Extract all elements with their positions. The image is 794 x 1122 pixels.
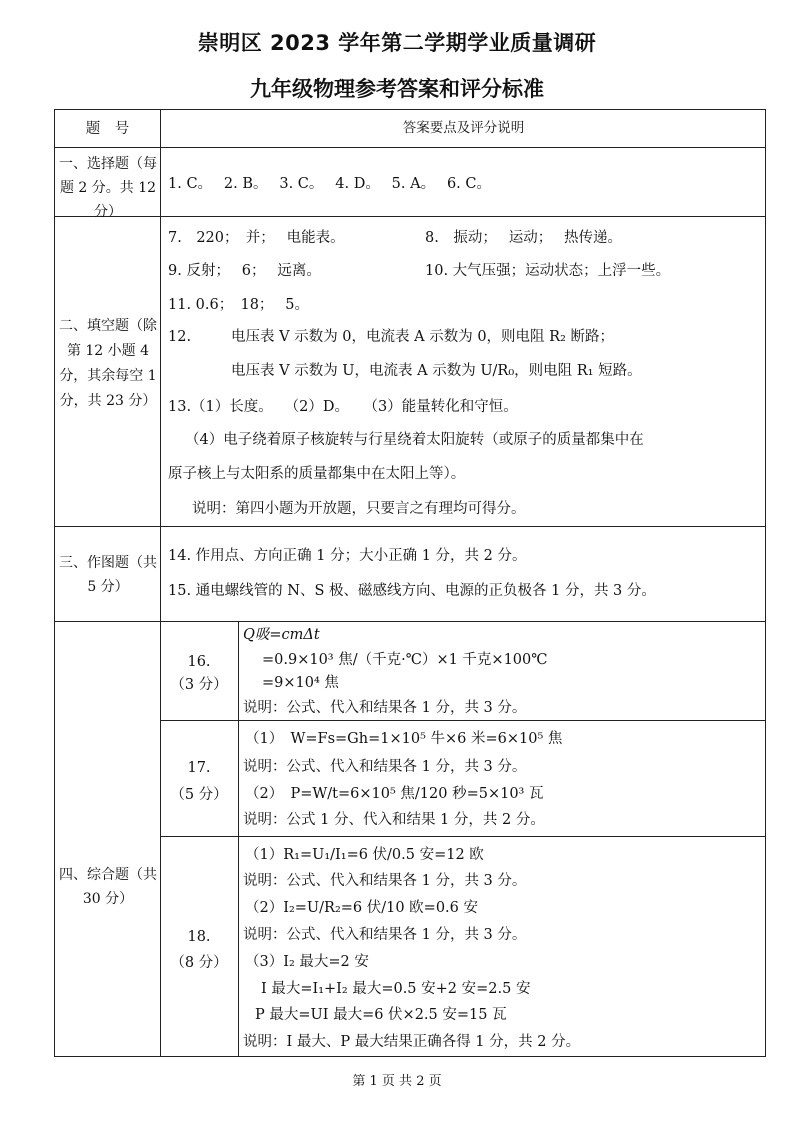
document-subtitle: 九年级物理参考答案和评分标准	[250, 77, 544, 101]
answer-line: 12.	[168, 329, 192, 345]
answer-line: 13.（1）长度。 （2）D。 （3）能量转化和守恒。	[168, 399, 518, 415]
row-divider	[55, 147, 765, 148]
formula-line: =0.9×10³ 焦/（千克·℃）×1 千克×100℃	[262, 652, 548, 668]
row-divider	[160, 836, 765, 837]
answer-table	[54, 109, 766, 1057]
formula-line: Q吸=cmΔt	[243, 627, 320, 643]
answer-line: 10. 大气压强；运动状态；上浮一些。	[425, 263, 671, 279]
answer-line: 9. 反射； 6； 远离。	[168, 263, 321, 279]
question-number-18: 18.	[187, 929, 211, 945]
row-divider	[55, 621, 765, 622]
answer-line: 电压表 V 示数为 0，电流表 A 示数为 0，则电阻 R₂ 断路；	[231, 329, 614, 345]
formula-line: （2） P=W/t=6×10⁵ 焦/120 秒=5×10³ 瓦	[245, 786, 544, 802]
section-label-fill-blank: 二、填空题（除第 12 小题 4 分，其余每空 1 分，共 23 分）	[59, 318, 157, 409]
question-number-17: 17.	[187, 760, 211, 776]
row-divider	[55, 526, 765, 527]
answer-line: （4）电子绕着原子核旋转与行星绕着太阳旋转（或原子的质量都集中在	[185, 432, 644, 448]
formula-line: （1）R₁=U₁/I₁=6 伏/0.5 安=12 欧	[245, 847, 484, 863]
answer-line: 电压表 V 示数为 U，电流表 A 示数为 U/R₀，则电阻 R₁ 短路。	[231, 363, 642, 379]
formula-line: （2）I₂=U/R₂=6 伏/10 欧=0.6 安	[245, 900, 478, 916]
row-divider	[55, 216, 765, 217]
answer-note: 说明：I 最大、P 最大结果正确各得 1 分，共 2 分。	[243, 1034, 581, 1050]
section-label-drawing: 三、作图题（共 5 分）	[59, 555, 157, 595]
answer-note: 说明：公式 1 分、代入和结果 1 分，共 2 分。	[243, 812, 545, 828]
answer-note: 说明：公式、代入和结果各 1 分，共 3 分。	[243, 700, 527, 716]
header-question-number: 题 号	[85, 121, 130, 137]
answer-line: 14. 作用点、方向正确 1 分；大小正确 1 分，共 2 分。	[168, 548, 527, 564]
formula-line: I 最大=I₁+I₂ 最大=0.5 安+2 安=2.5 安	[261, 981, 531, 997]
answer-line: 15. 通电螺线管的 N、S 极、磁感线方向、电源的正负极各 1 分，共 3 分。	[168, 583, 656, 599]
answer-note: 说明：公式、代入和结果各 1 分，共 3 分。	[243, 873, 527, 889]
row-divider	[160, 720, 765, 721]
answer-line: 7. 220； 并； 电能表。	[168, 230, 345, 246]
question-number-16: 16.	[187, 654, 211, 670]
answer-line: 原子核上与太阳系的质量都集中在太阳上等）。	[168, 466, 466, 482]
column-divider	[160, 110, 161, 1056]
answer-line: 11. 0.6； 18； 5。	[168, 297, 310, 313]
answer-line: 8. 振动； 运动； 热传递。	[425, 230, 623, 246]
section-label-comprehensive: 四、综合题（共 30 分）	[59, 867, 157, 907]
document-title: 崇明区 2023 学年第二学期学业质量调研	[197, 31, 597, 55]
header-answer-notes: 答案要点及评分说明	[402, 120, 525, 136]
question-score-16: （3 分）	[170, 677, 228, 693]
question-score-18: （8 分）	[170, 955, 228, 971]
formula-line: （1） W=Fs=Gh=1×10⁵ 牛×6 米=6×10⁵ 焦	[245, 731, 563, 747]
question-score-17: （5 分）	[170, 787, 228, 803]
section-label-choice: 一、选择题（每题 2 分。共 12 分）	[59, 156, 157, 220]
answer-note: 说明：第四小题为开放题，只要言之有理均可得分。	[192, 501, 526, 517]
page-footer: 第 1 页 共 2 页	[352, 1074, 442, 1089]
formula-line: （3）I₂ 最大=2 安	[245, 954, 369, 970]
answer-note: 说明：公式、代入和结果各 1 分，共 3 分。	[243, 759, 527, 775]
choice-answers: 1. C。 2. B。 3. C。 4. D。 5. A。 6. C。	[168, 176, 491, 192]
answer-note: 说明：公式、代入和结果各 1 分，共 3 分。	[243, 927, 527, 943]
formula-line: =9×10⁴ 焦	[262, 675, 339, 691]
subcolumn-divider	[238, 621, 239, 1056]
formula-line: P 最大=UI 最大=6 伏×2.5 安=15 瓦	[255, 1007, 507, 1023]
